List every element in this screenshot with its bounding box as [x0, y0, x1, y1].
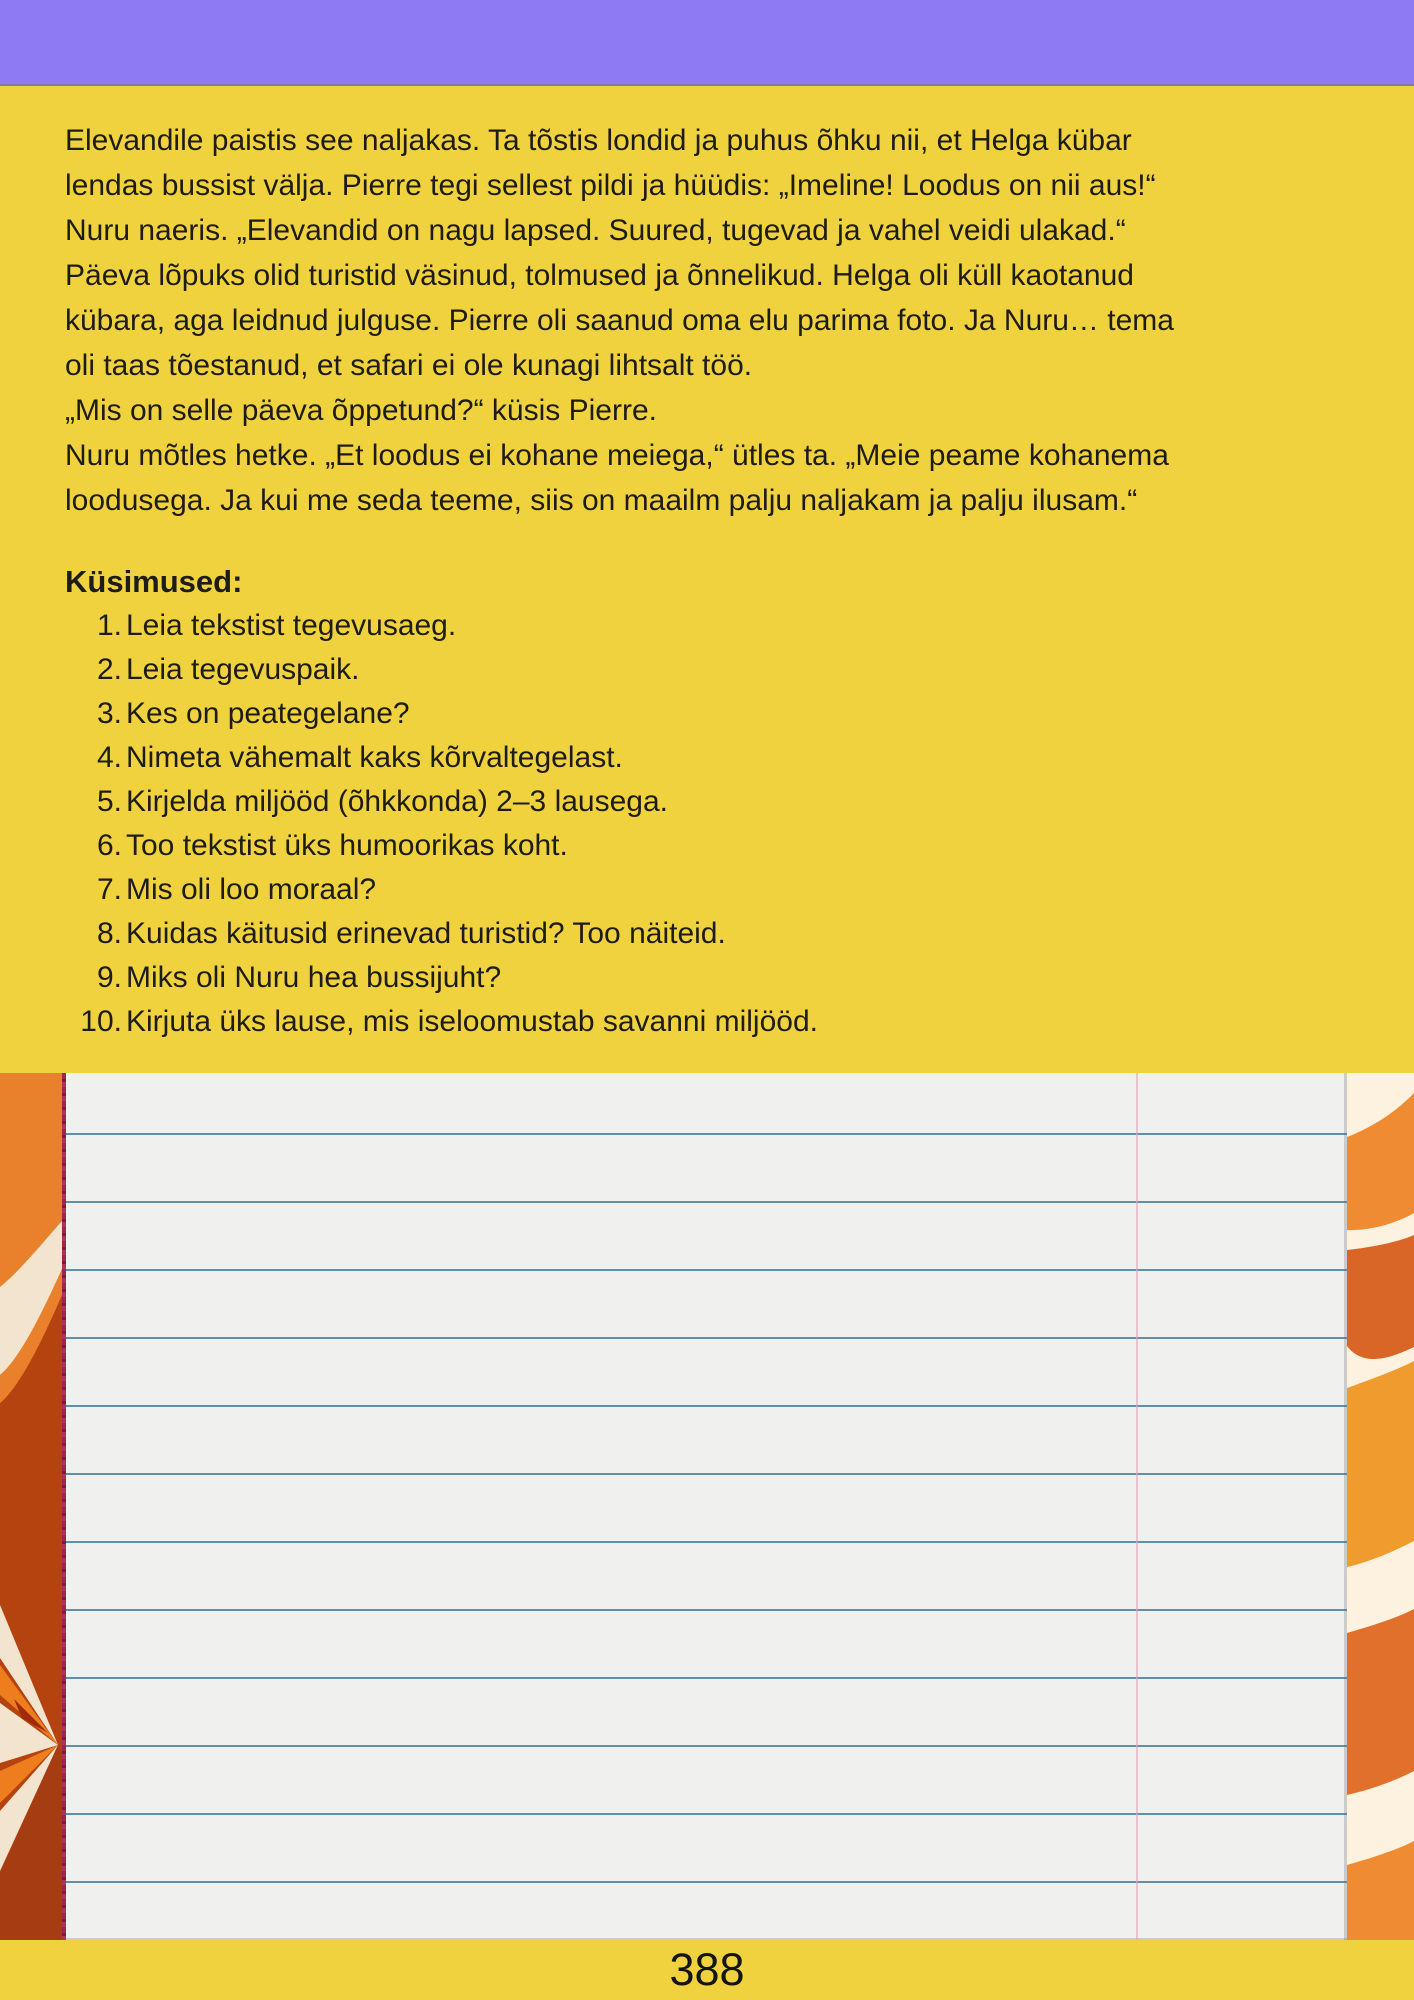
question-text: Kes on peategelane? — [126, 697, 410, 730]
question-text: Kirjelda miljööd (õhkkonda) 2–3 lausega. — [126, 785, 668, 818]
story-line: loodusega. Ja kui me seda teeme, siis on maailm palju naljakam ja palju ilusam.“ — [65, 484, 1138, 517]
question-number: 1. — [96, 609, 122, 642]
vertical-margin-line — [1136, 1073, 1138, 1940]
answer-sheet-section — [0, 1073, 1414, 1940]
footer-bar — [0, 1940, 1414, 2000]
question-number: 4. — [96, 741, 122, 774]
question-text: Nimeta vähemalt kaks kõrvaltegelast. — [126, 741, 623, 774]
question-text: Leia tekstist tegevusaeg. — [126, 609, 457, 642]
story-line: kübara, aga leidnud julguse. Pierre oli saanud oma elu parima foto. Ja Nuru… tema — [65, 304, 1174, 337]
story-line: Päeva lõpuks olid turistid väsinud, tolmused ja õnnelikud. Helga oli küll kaotanud — [65, 259, 1134, 292]
story-line: Elevandile paistis see naljakas. Ta tõstis londid ja puhus õhku nii, et Helga kübar — [65, 124, 1132, 157]
question-item — [65, 956, 1384, 1000]
question-text: Leia tegevuspaik. — [126, 653, 360, 686]
questions-heading: Küsimused: — [65, 564, 243, 599]
question-item — [65, 912, 1384, 956]
question-number: 8. — [96, 917, 122, 950]
question-number: 10. — [80, 1005, 122, 1038]
question-number: 3. — [96, 697, 122, 730]
question-text: Miks oli Nuru hea bussijuht? — [126, 961, 502, 994]
question-item — [65, 604, 1384, 648]
page-number: 388 — [669, 1944, 745, 1995]
question-item — [65, 1000, 1384, 1044]
question-text: Kirjuta üks lause, mis iseloomustab savanni miljööd. — [126, 1005, 818, 1038]
story-line: „Mis on selle päeva õppetund?“ küsis Pierre. — [65, 394, 657, 427]
question-text: Kuidas käitusid erinevad turistid? Too näiteid. — [126, 917, 726, 950]
question-item — [65, 780, 1384, 824]
question-number: 9. — [96, 961, 122, 994]
question-item — [65, 824, 1384, 868]
story-line: lendas bussist välja. Pierre tegi sellest pildi ja hüüdis: „Imeline! Loodus on nii aus!“ — [65, 169, 1156, 202]
story-line: oli taas tõestanud, et safari ei ole kunagi lihtsalt töö. — [65, 349, 753, 382]
question-item — [65, 736, 1384, 780]
questions-list — [65, 604, 1384, 1044]
right-border-art — [1347, 1073, 1414, 1940]
question-text: Too tekstist üks humoorikas koht. — [126, 829, 568, 862]
question-number: 5. — [96, 785, 122, 818]
header-bar — [0, 0, 1414, 86]
story-line: Nuru naeris. „Elevandid on nagu lapsed. Suured, tugevad ja vahel veidi ulakad.“ — [65, 214, 1126, 247]
ruled-lines — [66, 1133, 1347, 1940]
question-number: 6. — [96, 829, 122, 862]
question-item — [65, 868, 1384, 912]
note-paper — [62, 1073, 1347, 1940]
paper-margin-stitch-line — [62, 1073, 66, 1940]
story-line: Nuru mõtles hetke. „Et loodus ei kohane meiega,“ ütles ta. „Meie peame kohanema — [65, 439, 1169, 472]
question-item — [65, 692, 1384, 736]
question-item — [65, 648, 1384, 692]
story-paragraph — [65, 118, 1384, 523]
question-text: Mis oli loo moraal? — [126, 873, 377, 906]
question-number: 2. — [96, 653, 122, 686]
question-number: 7. — [96, 873, 122, 906]
left-border-art — [0, 1073, 62, 1940]
